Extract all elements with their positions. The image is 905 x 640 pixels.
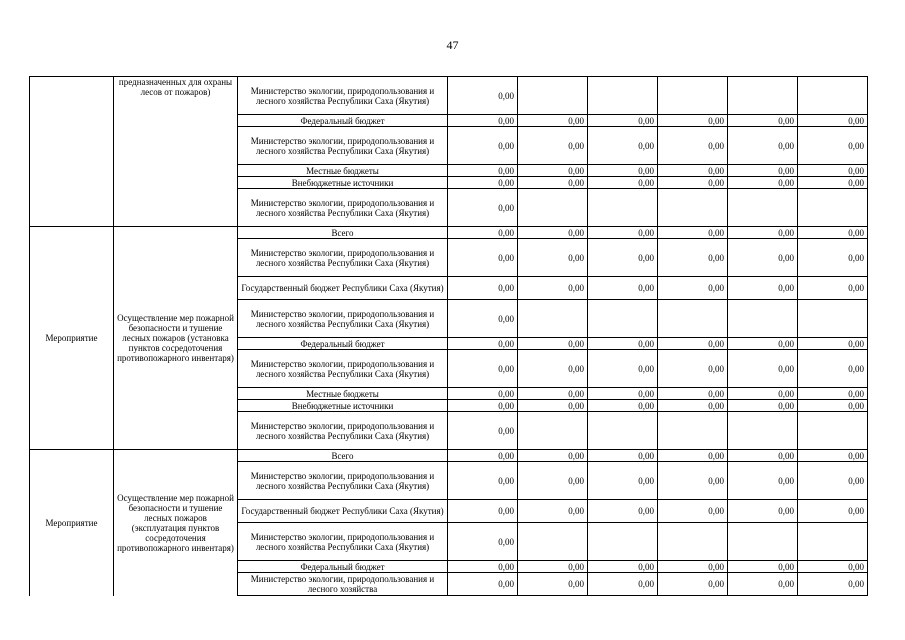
amount-cell: 0,00 [518, 165, 588, 177]
amount-cell [588, 189, 658, 227]
amount-cell [518, 412, 588, 450]
amount-cell: 0,00 [448, 400, 518, 412]
amount-cell: 0,00 [728, 450, 798, 462]
amount-cell: 0,00 [588, 400, 658, 412]
funding-source-cell: Министерство экологии, природопользования и лесного хозяйства Республики Саха (Якутия) [238, 77, 448, 115]
amount-cell: 0,00 [588, 177, 658, 189]
amount-cell [658, 77, 728, 115]
amount-cell [588, 77, 658, 115]
amount-cell: 0,00 [798, 450, 868, 462]
amount-cell: 0,00 [798, 165, 868, 177]
amount-cell: 0,00 [518, 450, 588, 462]
funding-source-cell: Федеральный бюджет [238, 338, 448, 350]
funding-source-cell: Министерство экологии, природопользования и лесного хозяйства Республики Саха (Якутия) [238, 189, 448, 227]
amount-cell: 0,00 [658, 561, 728, 573]
amount-cell: 0,00 [518, 462, 588, 500]
amount-cell: 0,00 [588, 127, 658, 165]
table-row [30, 227, 868, 239]
amount-cell: 0,00 [658, 462, 728, 500]
funding-source-cell: Министерство экологии, природопользования и лесного хозяйства Республики Саха (Якутия) [238, 523, 448, 561]
amount-cell: 0,00 [588, 350, 658, 388]
funding-source-cell: Министерство экологии, природопользования и лесного хозяйства Республики Саха (Якутия) [238, 300, 448, 338]
amount-cell: 0,00 [728, 165, 798, 177]
amount-cell [798, 412, 868, 450]
amount-cell: 0,00 [728, 115, 798, 127]
amount-cell: 0,00 [448, 523, 518, 561]
amount-cell: 0,00 [448, 127, 518, 165]
amount-cell: 0,00 [518, 561, 588, 573]
amount-cell: 0,00 [448, 77, 518, 115]
amount-cell [518, 523, 588, 561]
amount-cell: 0,00 [448, 165, 518, 177]
amount-cell [798, 189, 868, 227]
funding-source-cell: Внебюджетные источники [238, 400, 448, 412]
amount-cell [588, 412, 658, 450]
amount-cell: 0,00 [658, 127, 728, 165]
funding-source-cell: Федеральный бюджет [238, 115, 448, 127]
amount-cell: 0,00 [518, 350, 588, 388]
amount-cell: 0,00 [518, 500, 588, 523]
funding-source-cell: Министерство экологии, природопользования и лесного хозяйства Республики Саха (Якутия) [238, 239, 448, 277]
amount-cell: 0,00 [448, 177, 518, 189]
amount-cell: 0,00 [588, 388, 658, 400]
amount-cell [588, 300, 658, 338]
event-name-cell: предназначенных для охраны лесов от пожаров) [114, 77, 238, 227]
amount-cell: 0,00 [588, 277, 658, 300]
funding-source-cell: Государственный бюджет Республики Саха (Якутия) [238, 277, 448, 300]
funding-source-cell: Местные бюджеты [238, 165, 448, 177]
amount-cell: 0,00 [588, 165, 658, 177]
amount-cell: 0,00 [518, 239, 588, 277]
event-type-cell: Мероприятие [30, 450, 114, 596]
event-name-cell: Осуществление мер пожарной безопасности и тушение лесных пожаров (установка пунктов сосредоточения противопожарного инвентаря) [114, 227, 238, 450]
amount-cell [518, 77, 588, 115]
amount-cell [798, 77, 868, 115]
amount-cell: 0,00 [728, 227, 798, 239]
funding-source-cell: Всего [238, 450, 448, 462]
amount-cell: 0,00 [798, 561, 868, 573]
event-type-cell: Мероприятие [30, 227, 114, 450]
amount-cell: 0,00 [588, 573, 658, 596]
amount-cell: 0,00 [798, 573, 868, 596]
amount-cell: 0,00 [658, 165, 728, 177]
amount-cell: 0,00 [798, 400, 868, 412]
amount-cell [658, 300, 728, 338]
amount-cell: 0,00 [798, 500, 868, 523]
amount-cell [658, 523, 728, 561]
amount-cell: 0,00 [728, 177, 798, 189]
amount-cell: 0,00 [728, 400, 798, 412]
funding-source-cell: Министерство экологии, природопользования и лесного хозяйства Республики Саха (Якутия) [238, 350, 448, 388]
amount-cell: 0,00 [448, 561, 518, 573]
amount-cell: 0,00 [518, 115, 588, 127]
amount-cell: 0,00 [448, 388, 518, 400]
amount-cell: 0,00 [518, 177, 588, 189]
amount-cell: 0,00 [448, 573, 518, 596]
funding-source-cell: Внебюджетные источники [238, 177, 448, 189]
amount-cell: 0,00 [728, 573, 798, 596]
amount-cell: 0,00 [448, 350, 518, 388]
amount-cell: 0,00 [728, 388, 798, 400]
page-number: 47 [446, 38, 459, 52]
amount-cell: 0,00 [448, 239, 518, 277]
amount-cell: 0,00 [518, 573, 588, 596]
amount-cell [658, 189, 728, 227]
amount-cell: 0,00 [658, 400, 728, 412]
amount-cell: 0,00 [798, 350, 868, 388]
amount-cell [728, 412, 798, 450]
table-row [30, 77, 868, 115]
amount-cell: 0,00 [798, 277, 868, 300]
amount-cell: 0,00 [588, 239, 658, 277]
amount-cell [518, 189, 588, 227]
amount-cell: 0,00 [728, 239, 798, 277]
amount-cell: 0,00 [658, 239, 728, 277]
amount-cell: 0,00 [798, 127, 868, 165]
amount-cell: 0,00 [798, 239, 868, 277]
amount-cell: 0,00 [588, 338, 658, 350]
amount-cell: 0,00 [448, 227, 518, 239]
amount-cell: 0,00 [658, 573, 728, 596]
amount-cell: 0,00 [518, 338, 588, 350]
amount-cell: 0,00 [448, 189, 518, 227]
amount-cell [588, 523, 658, 561]
amount-cell: 0,00 [448, 412, 518, 450]
amount-cell: 0,00 [658, 388, 728, 400]
amount-cell [518, 300, 588, 338]
amount-cell: 0,00 [728, 350, 798, 388]
amount-cell: 0,00 [658, 115, 728, 127]
funding-source-cell: Федеральный бюджет [238, 561, 448, 573]
amount-cell: 0,00 [658, 450, 728, 462]
amount-cell: 0,00 [658, 350, 728, 388]
amount-cell [728, 523, 798, 561]
funding-source-cell: Всего [238, 227, 448, 239]
amount-cell [798, 523, 868, 561]
amount-cell: 0,00 [658, 177, 728, 189]
amount-cell: 0,00 [518, 388, 588, 400]
amount-cell: 0,00 [518, 400, 588, 412]
funding-source-cell: Государственный бюджет Республики Саха (Якутия) [238, 500, 448, 523]
amount-cell: 0,00 [588, 500, 658, 523]
amount-cell: 0,00 [798, 227, 868, 239]
amount-cell: 0,00 [658, 277, 728, 300]
event-name-cell: Осуществление мер пожарной безопасности и тушение лесных пожаров (эксплуатация пунктов сосредоточения противопожарного инвентаря) [114, 450, 238, 596]
amount-cell: 0,00 [588, 450, 658, 462]
amount-cell: 0,00 [728, 561, 798, 573]
funding-source-cell: Министерство экологии, природопользования и лесного хозяйства Республики Саха (Якутия) [238, 127, 448, 165]
amount-cell: 0,00 [448, 462, 518, 500]
amount-cell: 0,00 [728, 277, 798, 300]
amount-cell: 0,00 [448, 500, 518, 523]
amount-cell: 0,00 [588, 462, 658, 500]
table-row [30, 450, 868, 462]
amount-cell: 0,00 [728, 500, 798, 523]
amount-cell [798, 300, 868, 338]
amount-cell: 0,00 [448, 300, 518, 338]
amount-cell: 0,00 [448, 338, 518, 350]
amount-cell: 0,00 [798, 462, 868, 500]
amount-cell [658, 412, 728, 450]
amount-cell: 0,00 [588, 115, 658, 127]
amount-cell [728, 189, 798, 227]
amount-cell: 0,00 [798, 115, 868, 127]
amount-cell: 0,00 [658, 500, 728, 523]
amount-cell [728, 77, 798, 115]
amount-cell: 0,00 [448, 277, 518, 300]
funding-source-cell: Местные бюджеты [238, 388, 448, 400]
amount-cell: 0,00 [728, 127, 798, 165]
amount-cell: 0,00 [518, 227, 588, 239]
amount-cell [728, 300, 798, 338]
amount-cell: 0,00 [518, 127, 588, 165]
amount-cell: 0,00 [798, 388, 868, 400]
amount-cell: 0,00 [448, 450, 518, 462]
amount-cell: 0,00 [588, 561, 658, 573]
amount-cell: 0,00 [798, 338, 868, 350]
amount-cell: 0,00 [518, 277, 588, 300]
amount-cell: 0,00 [588, 227, 658, 239]
event-type-cell [30, 77, 114, 227]
amount-cell: 0,00 [448, 115, 518, 127]
amount-cell: 0,00 [798, 177, 868, 189]
amount-cell: 0,00 [728, 462, 798, 500]
funding-source-cell: Министерство экологии, природопользования и лесного хозяйства Республики Саха (Якутия) [238, 462, 448, 500]
funding-source-cell: Министерство экологии, природопользования и лесного хозяйства Республики Саха (Якутия) [238, 412, 448, 450]
amount-cell: 0,00 [728, 338, 798, 350]
funding-source-cell: Министерство экологии, природопользования и лесного хозяйства [238, 573, 448, 596]
amount-cell: 0,00 [658, 338, 728, 350]
budget-table [29, 76, 868, 596]
amount-cell: 0,00 [658, 227, 728, 239]
